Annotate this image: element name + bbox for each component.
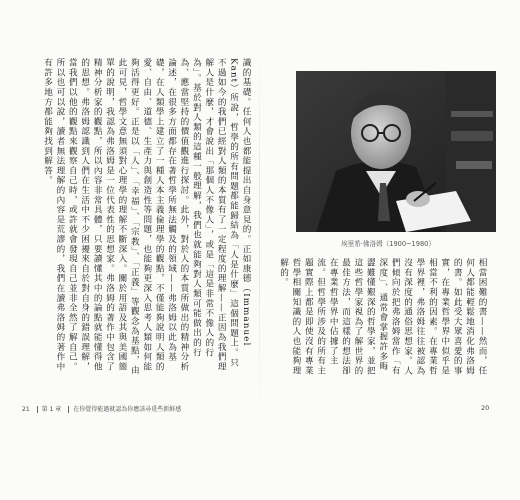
photo-caption: 埃里希·佛洛姆（1900~1980）	[341, 240, 435, 248]
author-photo	[296, 71, 496, 232]
footer-running-title: 在你覺得能過就認為你應該尋覓些新鮮感	[73, 406, 182, 413]
footer-divider	[37, 406, 38, 413]
right-page-number: 20	[481, 404, 490, 412]
footer-chapter: 第 1 章	[41, 406, 62, 413]
left-page-footer	[22, 404, 184, 413]
portrait-image	[296, 71, 496, 232]
left-page-body-text: 識的基礎。任何人也都能提出自身意見的。正如康德（Immanuel Kant）所說，哲學的所有問題都能歸結為「人是什麼」這個問題上。只不過如今的我們已經對人類的本質有了一定程度的理解——正因為我們理解人是什麼，才會說出「那個人不像人」，或是「這是非常不像人的行為」。基於對人類的這種一般理解，我們也就能夠對人類可能做出的行為、應當堅持的價值觀進行探討。此外，對於人的本質所做出的精神分析論述，在很多方面都存在著哲學所無法觸及的領域——弗洛姆以此為基礎，在人類學上建立了一種人本主義倫理學的觀點，不僅能夠說明人類的愛、自由、道德、生產力與創造性等問題，也能夠更深入思考人類如何能夠活得更好。正是以「人」、「幸福」、「宗教」、「正義」等觀念為基點，由此可見，哲學文意無須對心理學的理解不斷深入。關於用語及其與美國簡單的說明，我認為弗洛姆是一位代表性的思想家。弗洛姆的著作中包含了精神分析家的觀點，所以內容非常具體，只要讀懂其中的論點就能懂得他的思想。弗洛姆認識到人們在生活中不少困擾來自於對自身的錯誤理解，當我們以他的觀點來觀察自己時，或許就會發現自己並非全然了解自己。所以也可以說，讀者無法理解的內容是荒謬的，我們在讀弗洛姆的著作中有許多地方都能夠找到解答。	[42, 58, 251, 376]
right-page-body-text: 相當困難的書——然而，任何人都能輕鬆地消化弗洛姆的書。如此受大眾喜愛的事實，在專業哲學界中似乎是相當不利的因素。在專業哲學界裡，弗洛姆往往被認為沒有深度的通俗思想家。人們傾向於把弗洛姆當作「有深度」、通常會掌握許多晦澀難懂艱深的哲學家，並把這些哲學家視為了解世界的最佳方法，而這樣的想法卻在專業哲學界中佔據了主流。但哲學所涉及的所有主題實際上都是即使沒有專業哲學相關知識的人也能夠理解的。	[278, 258, 487, 376]
footer-divider	[68, 406, 69, 413]
page-gutter	[259, 40, 260, 420]
left-page-number: 21	[22, 406, 30, 413]
